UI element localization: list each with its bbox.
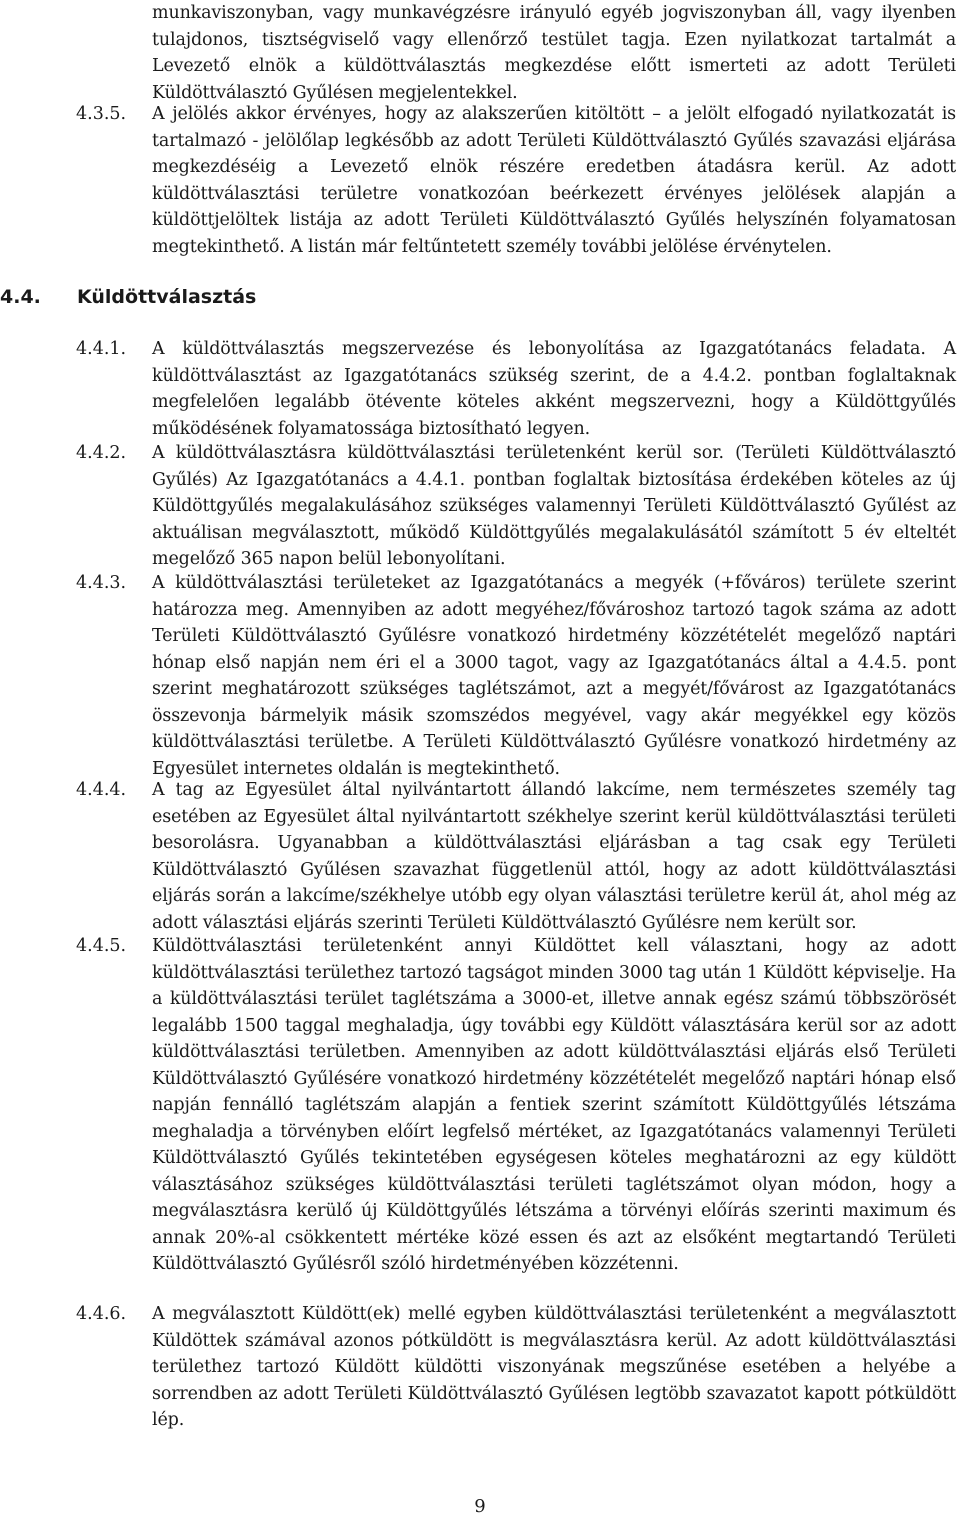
- clause-text: A tag az Egyesület által nyilvántartott állandó lakcíme, nem természetes személy tag esetében az Egyesület által nyilvántartott székhelye szerint kerül küldöttválasztási területi besorolásra. Ugyanabban a küldöttválasztási eljárásban a tag csak egy Területi Küldöttválasztó Gyűlésen szavazhat függetlenül attól, hogy az adott küldöttválasztási eljárás során a lakcíme/székhelye utóbb egy olyan választási területre kerül át, ahol még az adott választási eljárás szerinti Területi Küldöttválasztó Gyűlésre nem került sor.: [152, 780, 956, 933]
- clause-number: 4.4.3.: [76, 573, 127, 593]
- clause-text: A küldöttválasztásra küldöttválasztási területenként kerül sor. (Területi Küldöttválasztó Gyűlés) Az Igazgatótanács a 4.4.1. pontban foglaltak biztosítása érdekében köteles az új Küldöttgyűlés megalakulásához szükséges valamennyi Területi Küldöttválasztó Gyűlést az aktuálisan megválasztott, működő Küldöttgyűlés megalakulásától számított 5 év elteltét megelőző 365 napon belül lebonyolítani.: [152, 443, 956, 569]
- clause-text: A küldöttválasztás megszervezése és lebonyolítása az Igazgatótanács feladata. A küldöttválasztást az Igazgatótanács szükség szerint, de a 4.4.2. pontban foglaltaknak megfelelően legalább ötévente köteles akként megszervezni, hogy a Küldöttgyűlés működésének folyamatossága biztosítható legyen.: [152, 339, 956, 439]
- clause-number: 4.4.5.: [76, 936, 127, 956]
- section-title: Küldöttválasztás: [77, 286, 257, 308]
- clause-number: 4.4.1.: [76, 339, 127, 359]
- clause-number: 4.3.5.: [76, 104, 127, 124]
- clause-text: A küldöttválasztási területeket az Igazgatótanács a megyék (+főváros) területe szerint határozza meg. Amennyiben az adott megyéhez/fővároshoz tartozó tagok száma az adott Területi Küldöttválasztó Gyűlésre vonatkozó hirdetmény közzétételét megelőző naptári hónap első napján nem éri el a 3000 tagot, vagy az Igazgatótanács által a 4.4.5. pont szerint meghatározott szükséges taglétszámot, azt a megyét/fővárost az Igazgatótanács összevonja bármelyik másik szomszédos megyével, vagy akár megyékkel egy közös küldöttválasztási területbe. A Területi Küldöttválasztó Gyűlésre vonatkozó hirdetmény az Egyesület internetes oldalán is megtekinthető.: [152, 573, 956, 779]
- clause-number: 4.4.2.: [76, 443, 127, 463]
- clause-text: A jelölés akkor érvényes, hogy az alakszerűen kitöltött – a jelölt elfogadó nyilatkozatát is tartalmazó - jelölőlap legkésőbb az adott Területi Küldöttválasztó Gyűlés szavazási eljárása megkezdéséig a Levezető elnök részére eredetben átadásra kerül. Az adott küldöttválasztási területre vonatkozóan beérkezett érvényes jelölések alapján a küldöttjelöltek listája az adott Területi Küldöttválasztó Gyűlés helyszínén folyamatosan megtekinthető. A listán már feltűntetett személy további jelölése érvénytelen.: [152, 104, 956, 257]
- clause-number: 4.4.6.: [76, 1304, 127, 1324]
- clause-text: Küldöttválasztási területenként annyi Küldöttet kell választani, hogy az adott küldöttválasztási területhez tartozó tagságot minden 3000 tag után 1 Küldött képviselje. Ha a küldöttválasztási terület taglétszáma a 3000-et, illetve annak egész számú többszörösét legalább 1500 taggal meghaladja, úgy további egy Küldött választására kerül sor az adott küldöttválasztási területben. Amennyiben az adott küldöttválasztási eljárás első Területi Küldöttválasztó Gyűlésére vonatkozó hirdetmény közzétételét megelőző naptári hónap első napján fennálló taglétszám alapján a fentiek szerint számított Küldöttgyűlés létszáma meghaladja a törvényben előírt legfelső mértéket, az Igazgatótanács valamennyi Területi Küldöttválasztó Gyűlés tekintetében egységesen köteles meghatározni az egy küldött választásához szükséges küldöttválasztási területi taglétszámot olyan módon, hogy a megválasztásra kerülő új Küldöttgyűlés létszáma a törvényi előírás szerinti maximum és annak 20%-al csökkentett mértéke közé essen és azt az elsőként megtartandó Területi Küldöttválasztó Gyűlésről szóló hirdetményében közzétenni.: [152, 936, 956, 1274]
- clause-number: 4.4.4.: [76, 780, 127, 800]
- clause-text: A megválasztott Küldött(ek) mellé egyben küldöttválasztási területenként a megválasztott Küldöttek számával azonos pótküldött is megválasztásra kerül. Az adott küldöttválasztási területhez tartozó Küldött küldötti viszonyának megszűnése esetében a helyébe a sorrendben az adott Területi Küldöttválasztó Gyűlésen legtöbb szavazatot kapott pótküldött lép.: [152, 1304, 956, 1430]
- continuation-text: munkaviszonyban, vagy munkavégzésre irányuló egyéb jogviszonyban áll, vagy ilyenben tulajdonos, tisztségviselő vagy ellenőrző testület tagja. Ezen nyilatkozat tartalmát a Levezető elnök a küldöttválasztás megkezdése előtt ismerteti az adott Területi Küldöttválasztó Gyűlésen megjelentekkel.: [152, 3, 956, 103]
- page-number: 9: [474, 1496, 486, 1517]
- section-number: 4.4.: [0, 286, 41, 308]
